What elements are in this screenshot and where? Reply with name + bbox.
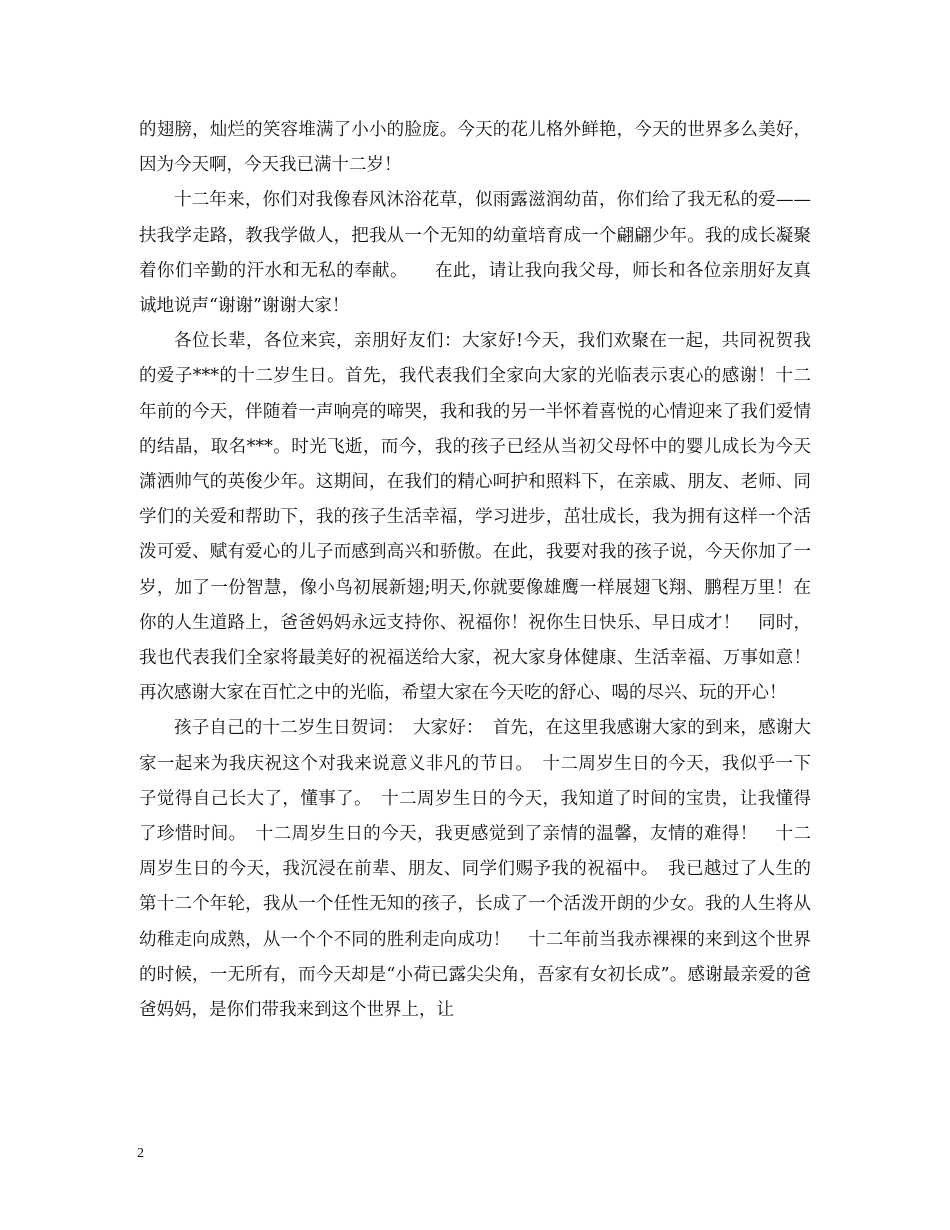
paragraph-parent-speech: 各位长辈，各位来宾，亲朋好友们：大家好!今天，我们欢聚在一起，共同祝贺我的爱子***的十二岁生日。首先，我代表我们全家向大家的光临表示衷心的感谢！十二年前的今天，伴随着一声响亮的啼哭，我和我的另一半怀着喜悦的心情迎来了我们爱情的结晶，取名***。时光飞逝，而今，我的孩子已经从当初父母怀中的婴儿成长为今天潇洒帅气的英俊少年。这期间，在我们的精心呵护和照料下，在亲戚、朋友、老师、同学们的关爱和帮助下，我的孩子生活幸福，学习进步，茁壮成长，我为拥有这样一个活泼可爱、赋有爱心的儿子而感到高兴和骄傲。在此，我要对我的孩子说，今天你加了一岁，加了一份智慧，像小鸟初展新翅;明天,你就要像雄鹰一样展翅飞翔、鹏程万里！在你的人生道路上，爸爸妈妈永远支持你、祝福你！祝你生日快乐、早日成才！ 同时，我也代表我们全家将最美好的祝福送给大家，祝大家身体健康、生活幸福、万事如意！再次感谢大家在百忙之中的光临，希望大家在今天吃的舒心、喝的尽兴、玩的开心！ [139, 331, 811, 704]
paragraph-gratitude: 十二年来，你们对我像春风沐浴花草，似雨露滋润幼苗，你们给了我无私的爱——扶我学走路，教我学做人，把我从一个无知的幼童培育成一个翩翩少年。我的成长凝聚着你们辛勤的汗水和无私的奉献。 在此，请让我向我父母，师长和各位亲朋好友真诚地说声“谢谢”谢谢大家！ [139, 190, 811, 317]
page-number: 2 [137, 1146, 144, 1161]
paragraph-child-speech: 孩子自己的十二岁生日贺词： 大家好： 首先，在这里我感谢大家的到来，感谢大家一起来为我庆祝这个对我来说意义非凡的节日。 十二周岁生日的今天，我似乎一下子觉得自己长大了，懂事了。 十二周岁生日的今天，我知道了时间的宝贵，让我懂得了珍惜时间。 十二周岁生日的今天，我更感觉到了亲情的温馨，友情的难得！ 十二周岁生日的今天，我沉浸在前辈、朋友、同学们赐予我的祝福中。 我已越过了人生的第十二个年轮，我从一个任性无知的孩子，长成了一个活泼开朗的少女。我的人生将从幼稚走向成熟，从一个个不同的胜利走向成功！ 十二年前当我赤裸裸的来到这个世界的时候，一无所有，而今天却是“小荷已露尖尖角，吾家有女初长成”。感谢最亲爱的爸爸妈妈，是你们带我来到这个世界上，让 [139, 718, 811, 1021]
paragraph-continuation: 的翅膀，灿烂的笑容堆满了小小的脸庞。今天的花儿格外鲜艳，今天的世界多么美好，因为今天啊，今天我已满十二岁！ [139, 120, 811, 176]
body-text [139, 113, 811, 1028]
